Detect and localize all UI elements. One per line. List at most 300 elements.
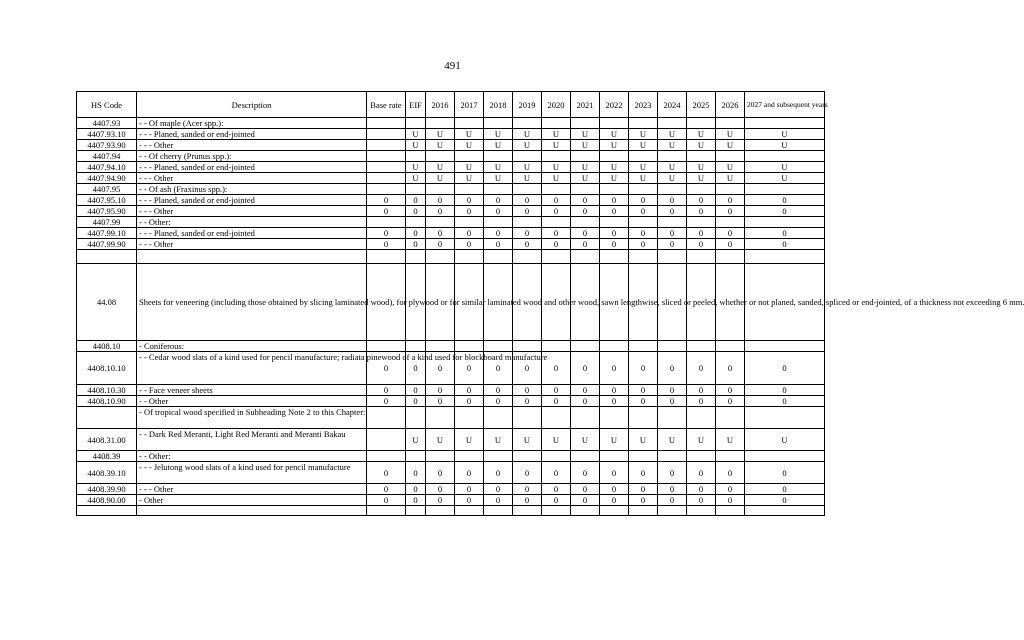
description-cell: - - Of cherry (Prunus spp.): [137, 151, 367, 162]
hs-code-cell [77, 250, 137, 264]
table-row [77, 407, 825, 429]
rate-cell [406, 184, 426, 195]
rate-cell [406, 217, 426, 228]
rate-cell [455, 118, 484, 129]
rate-cell: U [658, 162, 687, 173]
rate-cell: U [542, 162, 571, 173]
rate-cell: U [455, 429, 484, 451]
rate-cell: 0 [687, 206, 716, 217]
table-row [77, 506, 825, 516]
rate-cell: 0 [716, 239, 745, 250]
table-row [77, 228, 825, 239]
rate-cell [426, 407, 455, 429]
rate-cell: 0 [367, 484, 406, 495]
rate-cell: U [716, 162, 745, 173]
description-cell: - Other [137, 495, 367, 506]
rate-cell [658, 506, 687, 516]
rate-cell [658, 151, 687, 162]
description-cell: - - - Planed, sanded or end-jointed [137, 162, 367, 173]
rate-cell [367, 429, 406, 451]
rate-cell: 0 [455, 352, 484, 385]
rate-cell [367, 341, 406, 352]
hs-code-cell: 4407.94.90 [77, 173, 137, 184]
rate-cell: U [513, 129, 542, 140]
table-row [77, 129, 825, 140]
rate-cell: U [455, 162, 484, 173]
description-cell: - - - Planed, sanded or end-jointed [137, 195, 367, 206]
rate-cell: 0 [484, 484, 513, 495]
header-base-rate: Base rate [367, 92, 406, 118]
rate-cell: U [687, 429, 716, 451]
rate-cell [513, 250, 542, 264]
rate-cell [406, 341, 426, 352]
rate-cell: 0 [658, 228, 687, 239]
rate-cell: U [571, 162, 600, 173]
rate-cell: 0 [629, 352, 658, 385]
rate-cell: 0 [571, 385, 600, 396]
rate-cell: 0 [455, 462, 484, 484]
rate-cell: 0 [687, 462, 716, 484]
rate-cell [600, 250, 629, 264]
description-cell: - - Of maple (Acer spp.): [137, 118, 367, 129]
header-eif: EIF [406, 92, 426, 118]
description-cell: - - Dark Red Meranti, Light Red Meranti and Meranti Bakau [137, 429, 367, 451]
rate-cell: 0 [745, 495, 825, 506]
rate-cell [484, 118, 513, 129]
table-row [77, 239, 825, 250]
rate-cell [367, 162, 406, 173]
rate-cell [455, 341, 484, 352]
rate-cell [484, 506, 513, 516]
rate-cell [406, 407, 426, 429]
rate-cell [367, 506, 406, 516]
table-row [77, 352, 825, 385]
rate-cell: U [484, 140, 513, 151]
rate-cell: 0 [629, 239, 658, 250]
rate-cell [367, 451, 406, 462]
rate-cell: U [687, 129, 716, 140]
rate-cell [484, 217, 513, 228]
header-2025: 2025 [687, 92, 716, 118]
rate-cell: 0 [600, 462, 629, 484]
rate-cell: 0 [484, 239, 513, 250]
rate-cell: 0 [687, 396, 716, 407]
rate-cell [367, 140, 406, 151]
rate-cell: U [426, 173, 455, 184]
rate-cell [406, 451, 426, 462]
rate-cell: U [455, 173, 484, 184]
rate-cell [687, 118, 716, 129]
table-row [77, 264, 825, 341]
rate-cell [571, 506, 600, 516]
header-2022: 2022 [600, 92, 629, 118]
rate-cell: 0 [716, 495, 745, 506]
rate-cell [513, 118, 542, 129]
rate-cell: U [406, 429, 426, 451]
rate-cell: U [571, 129, 600, 140]
rate-cell [513, 506, 542, 516]
hs-code-cell: 4407.99.90 [77, 239, 137, 250]
rate-cell [716, 407, 745, 429]
rate-cell: 0 [716, 462, 745, 484]
rate-cell: U [716, 173, 745, 184]
rate-cell: 0 [367, 195, 406, 206]
rate-cell [600, 184, 629, 195]
rate-cell: 0 [658, 206, 687, 217]
rate-cell: 0 [542, 352, 571, 385]
rate-cell [571, 451, 600, 462]
hs-code-cell: 4408.10.10 [77, 352, 137, 385]
table-row [77, 462, 825, 484]
rate-cell [513, 151, 542, 162]
rate-cell [426, 451, 455, 462]
rate-cell: 0 [484, 228, 513, 239]
rate-cell: U [629, 129, 658, 140]
rate-cell [484, 184, 513, 195]
rate-cell [542, 407, 571, 429]
rate-cell: 0 [455, 396, 484, 407]
header-description: Description [137, 92, 367, 118]
rate-cell: 0 [513, 385, 542, 396]
header-2017: 2017 [455, 92, 484, 118]
rate-cell [716, 341, 745, 352]
table-row [77, 385, 825, 396]
rate-cell: U [571, 140, 600, 151]
rate-cell [716, 250, 745, 264]
rate-cell [687, 217, 716, 228]
rate-cell [513, 407, 542, 429]
rate-cell [571, 341, 600, 352]
rate-cell: 0 [542, 195, 571, 206]
rate-cell: 0 [716, 352, 745, 385]
hs-code-cell: 4407.94.10 [77, 162, 137, 173]
rate-cell: 0 [745, 239, 825, 250]
rate-cell: U [629, 173, 658, 184]
rate-cell [716, 118, 745, 129]
rate-cell: 0 [455, 495, 484, 506]
rate-cell: U [658, 140, 687, 151]
rate-cell: 0 [600, 195, 629, 206]
rate-cell: 0 [716, 195, 745, 206]
rate-cell: U [406, 129, 426, 140]
rate-cell: 0 [406, 195, 426, 206]
hs-code-cell: 4407.93.90 [77, 140, 137, 151]
rate-cell [629, 217, 658, 228]
rate-cell: 0 [542, 495, 571, 506]
hs-code-cell: 4407.94 [77, 151, 137, 162]
rate-cell: U [513, 173, 542, 184]
rate-cell: 0 [629, 206, 658, 217]
rate-cell: 0 [542, 462, 571, 484]
rate-cell [571, 250, 600, 264]
rate-cell [455, 407, 484, 429]
description-cell: - - - Other [137, 206, 367, 217]
hs-code-cell: 4407.99.10 [77, 228, 137, 239]
description-cell: - - Cedar wood slats of a kind used for pencil manufacture; radiata pinewood of a kind used for blockboard manufacture [137, 352, 367, 385]
rate-cell [629, 451, 658, 462]
rate-cell: U [745, 173, 825, 184]
rate-cell: 0 [745, 385, 825, 396]
rate-cell: 0 [426, 396, 455, 407]
rate-cell: 0 [426, 462, 455, 484]
rate-cell: 0 [687, 195, 716, 206]
header-2021: 2021 [571, 92, 600, 118]
header-2019: 2019 [513, 92, 542, 118]
description-cell: - Coniferous: [137, 341, 367, 352]
rate-cell [367, 184, 406, 195]
rate-cell [687, 451, 716, 462]
rate-cell: 0 [406, 462, 426, 484]
rate-cell: U [406, 173, 426, 184]
rate-cell: 0 [406, 206, 426, 217]
rate-cell: 0 [629, 484, 658, 495]
table-row [77, 429, 825, 451]
rate-cell: U [745, 162, 825, 173]
rate-cell [426, 506, 455, 516]
rate-cell: U [687, 162, 716, 173]
rate-cell: 0 [513, 352, 542, 385]
rate-cell [687, 407, 716, 429]
rate-cell [745, 506, 825, 516]
rate-cell: U [542, 129, 571, 140]
rate-cell [687, 506, 716, 516]
description-cell: - - - Other [137, 484, 367, 495]
rate-cell [571, 151, 600, 162]
rate-cell [455, 250, 484, 264]
rate-cell: 0 [542, 239, 571, 250]
rate-cell: 0 [745, 484, 825, 495]
rate-cell: 0 [513, 484, 542, 495]
rate-cell: U [687, 173, 716, 184]
rate-cell [658, 118, 687, 129]
rate-cell: 0 [367, 239, 406, 250]
rate-cell [600, 118, 629, 129]
table-body [77, 118, 1024, 516]
rate-cell: U [745, 140, 825, 151]
rate-cell: 0 [571, 462, 600, 484]
rate-cell: 0 [716, 396, 745, 407]
rate-cell [367, 217, 406, 228]
rate-cell: 0 [571, 206, 600, 217]
description-cell [137, 506, 367, 516]
rate-cell: U [600, 140, 629, 151]
rate-cell: U [542, 173, 571, 184]
description-cell [137, 250, 367, 264]
rate-cell [484, 341, 513, 352]
rate-cell [406, 118, 426, 129]
rate-cell [542, 184, 571, 195]
rate-cell [542, 118, 571, 129]
rate-cell [571, 217, 600, 228]
rate-cell [484, 407, 513, 429]
rate-cell [367, 151, 406, 162]
rate-cell [406, 250, 426, 264]
rate-cell: 0 [484, 352, 513, 385]
rate-cell: 0 [658, 352, 687, 385]
rate-cell [716, 151, 745, 162]
rate-cell [629, 506, 658, 516]
rate-cell [484, 151, 513, 162]
page-number: 491 [444, 60, 461, 72]
hs-code-cell: 4408.39.10 [77, 462, 137, 484]
header-2024: 2024 [658, 92, 687, 118]
rate-cell: 0 [687, 495, 716, 506]
hs-code-cell: 4407.95.90 [77, 206, 137, 217]
rate-cell: 0 [542, 385, 571, 396]
rate-cell: 0 [571, 484, 600, 495]
rate-cell [600, 341, 629, 352]
rate-cell: 0 [716, 385, 745, 396]
rate-cell: U [542, 140, 571, 151]
rate-cell [367, 250, 406, 264]
hs-code-cell: 4408.10.90 [77, 396, 137, 407]
table-row [77, 162, 825, 173]
rate-cell: U [571, 429, 600, 451]
rate-cell: 0 [406, 396, 426, 407]
rate-cell [513, 451, 542, 462]
rate-cell: 0 [513, 495, 542, 506]
description-cell: - - - Planed, sanded or end-jointed [137, 129, 367, 140]
rate-cell [367, 407, 406, 429]
rate-cell: 0 [406, 352, 426, 385]
rate-cell: 0 [426, 385, 455, 396]
rate-cell [600, 217, 629, 228]
rate-cell [716, 506, 745, 516]
rate-cell: 0 [406, 385, 426, 396]
rate-cell [745, 341, 825, 352]
rate-cell [687, 341, 716, 352]
rate-cell [426, 184, 455, 195]
rate-cell: U [658, 129, 687, 140]
rate-cell [658, 250, 687, 264]
hs-code-cell [77, 407, 137, 429]
hs-code-cell [77, 506, 137, 516]
rate-cell [542, 341, 571, 352]
table-row [77, 217, 825, 228]
description-cell: - - Other: [137, 451, 367, 462]
rate-cell [542, 451, 571, 462]
rate-cell: U [455, 129, 484, 140]
rate-cell: 0 [600, 396, 629, 407]
description-cell: - - - Planed, sanded or end-jointed [137, 228, 367, 239]
rate-cell [513, 341, 542, 352]
rate-cell [367, 129, 406, 140]
header-2026: 2026 [716, 92, 745, 118]
rate-cell [484, 451, 513, 462]
rate-cell: 0 [455, 239, 484, 250]
rate-cell: 0 [513, 228, 542, 239]
rate-cell [455, 151, 484, 162]
rate-cell [745, 250, 825, 264]
rate-cell: 0 [484, 495, 513, 506]
rate-cell [455, 184, 484, 195]
rate-cell [513, 217, 542, 228]
rate-cell: U [658, 173, 687, 184]
table-row [77, 184, 825, 195]
rate-cell [745, 407, 825, 429]
rate-cell [571, 407, 600, 429]
hs-code-cell: 4408.39 [77, 451, 137, 462]
rate-cell: U [484, 162, 513, 173]
rate-cell [629, 407, 658, 429]
description-cell: - - Other [137, 396, 367, 407]
table-row [77, 396, 825, 407]
rate-cell: U [716, 140, 745, 151]
hs-code-cell: 4407.95 [77, 184, 137, 195]
rate-cell: U [600, 173, 629, 184]
rate-cell: 0 [426, 495, 455, 506]
rate-cell [629, 118, 658, 129]
tariff-schedule-table [76, 91, 1024, 516]
description-cell: - Of tropical wood specified in Subheading Note 2 to this Chapter: [137, 407, 367, 429]
rate-cell [745, 118, 825, 129]
rate-cell: U [600, 429, 629, 451]
rate-cell [426, 250, 455, 264]
description-cell: - - Other: [137, 217, 367, 228]
hs-code-cell: 4408.90.00 [77, 495, 137, 506]
rate-cell: 0 [426, 228, 455, 239]
description-cell: Sheets for veneering (including those obtained by slicing laminated wood), for plywood or for similar laminated wood and other wood, sawn lengthwise, sliced or peeled, whether or not planed, sanded, spliced or end-jointed, of a thickness not exceeding 6 mm. [137, 264, 367, 341]
description-cell: - - Of ash (Fraxinus spp.): [137, 184, 367, 195]
rate-cell: 0 [687, 484, 716, 495]
rate-cell [426, 217, 455, 228]
rate-cell: 0 [406, 495, 426, 506]
header-2018: 2018 [484, 92, 513, 118]
rate-cell: 0 [455, 484, 484, 495]
header-hs-code: HS Code [77, 92, 137, 118]
rate-cell: U [513, 429, 542, 451]
rate-cell: 0 [658, 484, 687, 495]
rate-cell [600, 451, 629, 462]
table-row [77, 195, 825, 206]
header-row [77, 92, 825, 118]
rate-cell: U [426, 140, 455, 151]
rate-cell: 0 [571, 352, 600, 385]
rate-cell: U [542, 429, 571, 451]
rate-cell: 0 [600, 228, 629, 239]
rate-cell: U [406, 140, 426, 151]
rate-cell: 0 [629, 396, 658, 407]
header-2023: 2023 [629, 92, 658, 118]
rate-cell: U [426, 162, 455, 173]
rate-cell: U [716, 429, 745, 451]
table-row [77, 173, 825, 184]
rate-cell: U [484, 429, 513, 451]
rate-cell: 0 [687, 385, 716, 396]
rate-cell: 0 [455, 206, 484, 217]
rate-cell: 0 [658, 195, 687, 206]
rate-cell: 0 [745, 462, 825, 484]
table-row [77, 451, 825, 462]
rate-cell: 0 [542, 396, 571, 407]
rate-cell [426, 118, 455, 129]
rate-cell: 0 [455, 195, 484, 206]
rate-cell: 0 [542, 206, 571, 217]
hs-code-cell: 4408.10 [77, 341, 137, 352]
rate-cell: 0 [745, 228, 825, 239]
rate-cell: 0 [658, 396, 687, 407]
rate-cell [745, 217, 825, 228]
rate-cell: 0 [745, 206, 825, 217]
rate-cell: U [513, 162, 542, 173]
hs-code-cell: 4408.10.30 [77, 385, 137, 396]
rate-cell: 0 [600, 484, 629, 495]
rate-cell [629, 341, 658, 352]
hs-code-cell: 4407.93.10 [77, 129, 137, 140]
table-row [77, 341, 825, 352]
rate-cell: 0 [745, 396, 825, 407]
rate-cell: 0 [426, 352, 455, 385]
